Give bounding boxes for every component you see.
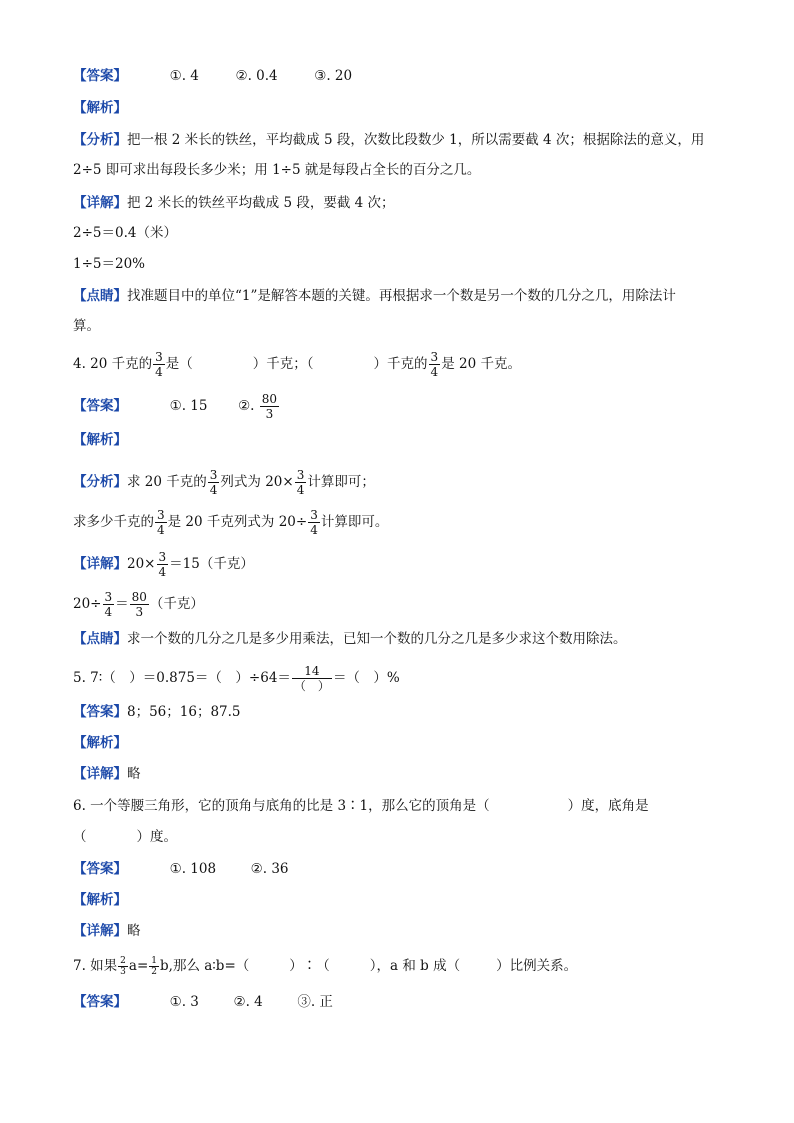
xiangjie-label: 【详解】 bbox=[73, 195, 127, 211]
q4-fenxi-line1 bbox=[73, 468, 375, 497]
q6-question-line1 bbox=[73, 796, 649, 816]
q4-dianjing-text: 求一个数的几分之几是多少用乘法，已知一个数的几分之几是多少求这个数用除法。 bbox=[127, 631, 627, 647]
q5-analysis-heading: 【解析】 bbox=[73, 735, 127, 751]
q4-xiangjie-frac: $\frac{3}{4}$ bbox=[158, 550, 167, 579]
q5-text-b: ＝（ ）% bbox=[332, 670, 400, 686]
q4-analysis-heading: 【解析】 bbox=[73, 432, 127, 448]
q6-xiangjie-line bbox=[73, 921, 141, 941]
q7-text-mid2: b,那么 a∶b=（ bbox=[160, 958, 250, 974]
q4-fenxi-frac1: $\frac{3}{4}$ bbox=[209, 468, 218, 497]
q7-text-mid4: ），a 和 b 成（ bbox=[369, 958, 461, 974]
q3-answer-1: ①. 4 bbox=[169, 68, 199, 84]
q3-xiangjie-line3: 1÷5＝20% bbox=[73, 256, 145, 272]
answer-label: 【答案】 bbox=[73, 398, 127, 414]
q4-text-mid1: 是（ bbox=[165, 356, 193, 372]
q7-text-mid1: a= bbox=[128, 958, 149, 974]
analysis-label: 解析 bbox=[86, 432, 114, 448]
q6-analysis-heading: 【解析】 bbox=[73, 892, 127, 908]
q7-answer-2: ②. 4 bbox=[233, 994, 263, 1010]
q7-answer-1: ①. 3 bbox=[169, 994, 199, 1010]
q6-xiangjie-text: 略 bbox=[127, 923, 141, 939]
q7-fraction-1: $\frac{2}{3}$ bbox=[120, 956, 126, 977]
answer-label: 【答案】 bbox=[73, 994, 127, 1010]
q6-answer-line bbox=[73, 859, 289, 879]
q6-text-line2-end: ）度。 bbox=[136, 829, 177, 845]
q3-fenxi-line2: 2÷5 即可求出每段长多少米；用 1÷5 就是每段占全长的百分之几。 bbox=[73, 162, 481, 178]
q4-fenxi-line2 bbox=[73, 508, 388, 537]
q4-xiangjie2-frac1: $\frac{3}{4}$ bbox=[104, 590, 113, 619]
q3-answer-2: ②. 0.4 bbox=[235, 68, 278, 84]
q3-answer-line bbox=[73, 66, 352, 86]
q6-answer-2: ②. 36 bbox=[250, 861, 289, 877]
xiangjie-label: 【详解】 bbox=[73, 766, 127, 782]
q6-question-line2 bbox=[73, 827, 177, 847]
q4-text-mid2: ）千克；（ bbox=[252, 356, 314, 372]
q4-xiangjie-line1 bbox=[73, 550, 254, 579]
q4-dianjing-line bbox=[73, 629, 627, 649]
q4-xiangjie2-frac2: $\frac{80}{3}$ bbox=[131, 590, 147, 619]
answer-label: 【答案】 bbox=[73, 68, 127, 84]
q4-answer-2-prefix: ②. bbox=[238, 398, 255, 414]
q7-answer-line bbox=[73, 992, 333, 1012]
q4-text-prefix: 4. 20 千克的 bbox=[73, 356, 153, 372]
q7-text-suffix: ）比例关系。 bbox=[496, 958, 578, 974]
q3-fenxi-line1 bbox=[73, 130, 704, 150]
q3-answer-3: ③. 20 bbox=[314, 68, 353, 84]
analysis-label: 解析 bbox=[86, 892, 114, 908]
q4-xiangjie-a: 20× bbox=[127, 556, 156, 572]
dianjing-label: 【点睛】 bbox=[73, 288, 127, 304]
q4-fenxi2-frac2: $\frac{3}{4}$ bbox=[310, 508, 318, 537]
q5-xiangjie-text: 略 bbox=[127, 766, 141, 782]
q5-xiangjie-line bbox=[73, 764, 141, 784]
q4-fenxi-a: 求 20 千克的 bbox=[127, 474, 207, 490]
q4-fraction-2: $\frac{3}{4}$ bbox=[430, 350, 439, 379]
q3-xiangjie-line1 bbox=[73, 193, 395, 213]
answer-label: 【答案】 bbox=[73, 861, 127, 877]
q5-question bbox=[73, 664, 400, 693]
q4-fenxi-frac2: $\frac{3}{4}$ bbox=[296, 468, 305, 497]
q4-xiangjie2-a: 20÷ bbox=[73, 596, 102, 612]
q4-fenxi-b: 列式为 20× bbox=[220, 474, 294, 490]
q4-fenxi2-c: 计算即可。 bbox=[320, 514, 389, 530]
analysis-label: 解析 bbox=[86, 735, 114, 751]
q3-dianjing-line1 bbox=[73, 286, 676, 306]
q4-fenxi2-frac1: $\frac{3}{4}$ bbox=[157, 508, 165, 537]
xiangjie-label: 【详解】 bbox=[73, 923, 127, 939]
q6-answer-1: ①. 108 bbox=[169, 861, 217, 877]
fenxi-label: 【分析】 bbox=[73, 132, 127, 148]
answer-label: 【答案】 bbox=[73, 704, 127, 720]
q4-answer-fraction: $\frac{80}{3}$ bbox=[261, 392, 278, 421]
q3-dianjing-line2: 算。 bbox=[73, 318, 100, 334]
dianjing-label: 【点睛】 bbox=[73, 631, 127, 647]
q5-fraction: $\frac{14}{( )}$ bbox=[293, 664, 330, 693]
q7-answer-3: ③. 正 bbox=[297, 994, 333, 1010]
q4-answer-1: ①. 15 bbox=[169, 398, 208, 414]
q3-dianjing-text1: 找准题目中的单位“1”是解答本题的关键。再根据求一个数是另一个数的几分之几，用除法计 bbox=[127, 288, 676, 304]
q6-text-line2: （ bbox=[73, 829, 87, 845]
xiangjie-label: 【详解】 bbox=[73, 556, 127, 572]
q3-xiangjie-line2: 2÷5＝0.4（米） bbox=[73, 225, 177, 241]
q3-xiangjie-text1: 把 2 米长的铁丝平均截成 5 段，要截 4 次； bbox=[127, 195, 395, 211]
q4-question bbox=[73, 350, 521, 379]
q4-xiangjie2-c: （千克） bbox=[149, 596, 204, 612]
q7-text-prefix: 7. 如果 bbox=[73, 958, 118, 974]
q6-text-line1: 6. 一个等腰三角形，它的顶角与底角的比是 3∶1，那么它的顶角是（ bbox=[73, 798, 490, 814]
q3-analysis-heading: 【解析】 bbox=[73, 100, 127, 116]
analysis-label: 解析 bbox=[86, 100, 114, 116]
q4-fraction: $\frac{3}{4}$ bbox=[155, 350, 163, 379]
q4-text-suffix: 是 20 千克。 bbox=[441, 356, 521, 372]
q6-text-line1-end: ）度，底角是 bbox=[567, 798, 649, 814]
q5-text-a: 5. 7∶（ ）＝0.875＝（ ）÷64＝ bbox=[73, 670, 291, 686]
q7-question bbox=[73, 956, 577, 977]
q4-xiangjie-b: ＝15（千克） bbox=[169, 556, 254, 572]
q4-text-mid3: ）千克的 bbox=[373, 356, 428, 372]
q5-answer-text: 8；56；16；87.5 bbox=[127, 704, 241, 720]
q4-answer-line bbox=[73, 392, 280, 421]
q4-fenxi-c: 计算即可； bbox=[307, 474, 375, 490]
q7-fraction-2: $\frac{1}{2}$ bbox=[151, 956, 158, 977]
fenxi-label: 【分析】 bbox=[73, 474, 127, 490]
q4-fenxi2-b: 是 20 千克列式为 20÷ bbox=[167, 514, 308, 530]
q3-fenxi-text1: 把一根 2 米长的铁丝，平均截成 5 段，次数比段数少 1，所以需要截 4 次；根据除法的意义，用 bbox=[127, 132, 705, 148]
q7-text-mid3: ）∶（ bbox=[289, 958, 330, 974]
q4-xiangjie2-b: ＝ bbox=[115, 596, 129, 612]
q5-answer-line bbox=[73, 702, 241, 722]
q4-fenxi2-a: 求多少千克的 bbox=[73, 514, 154, 530]
q4-xiangjie-line2 bbox=[73, 590, 204, 619]
